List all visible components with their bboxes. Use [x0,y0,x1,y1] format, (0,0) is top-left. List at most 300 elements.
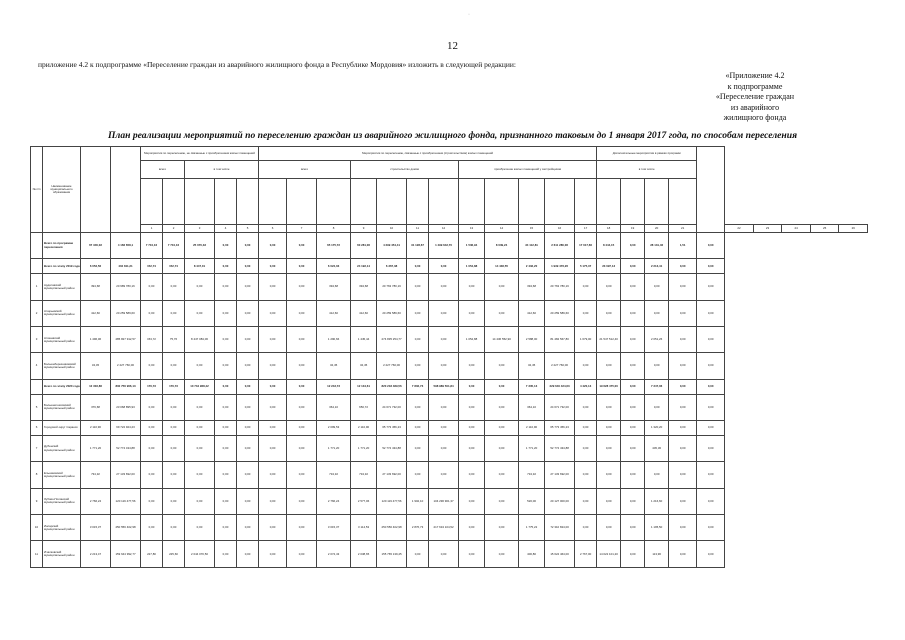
row-value: 0,00 [237,300,259,326]
column-number: 22 [725,225,754,233]
table-row [31,515,868,541]
row-value: 734,32 [317,462,351,488]
row-value: 274 835 254,77 [377,327,407,353]
row-value: 225,60 [163,541,185,568]
row-value: 0,00 [429,541,459,568]
row-mo-name: Городской округ Саранск [43,421,81,436]
row-value: 4 420,13 [575,379,597,394]
column-number: 17 [575,225,597,233]
row-value: 152,74 [141,259,163,274]
row-value: 0,00 [215,421,237,436]
row-value: 1,51 [669,233,697,259]
row-value: 0,00 [697,421,725,436]
row-mo-name: Атюрьевский муниципальный район [43,300,81,326]
row-value: 0,00 [185,436,215,462]
row-value: 0,00 [237,421,259,436]
row-value: 0,00 [259,421,287,436]
row-value: 6 024,03 [317,259,351,274]
row-value: 3 015,37 [317,515,351,541]
row-value: 20 989 780,16 [111,274,141,300]
row-value: 34 112,81 [519,233,545,259]
row-value: 24 192,14 [351,259,377,274]
row-value: 0,00 [237,274,259,300]
row-value: 1 771,20 [351,436,377,462]
row-value: 0,00 [697,233,725,259]
subheader-cell [575,179,597,225]
row-value: 0,00 [259,233,287,259]
row-value: 75,76 [163,327,185,353]
row-value: 0,00 [287,541,317,568]
row-value: 0,00 [215,379,237,394]
row-value: 0,00 [185,394,215,420]
row-value: 394,68 [81,274,111,300]
row-value: 0,00 [645,300,669,326]
row-value: 0,00 [645,394,669,420]
row-value: 0,00 [575,515,597,541]
row-value: 2 038,65 [351,541,377,568]
row-value: 0,00 [429,274,459,300]
table-row [31,421,868,436]
row-value: 0,00 [621,379,645,394]
row-value: 0,00 [237,394,259,420]
row-value: 0,00 [237,259,259,274]
row-value: 0,00 [215,394,237,420]
row-value: 404 811,21 [111,259,141,274]
row-value: 0,00 [669,300,697,326]
row-value: 0,00 [163,421,185,436]
row-value: 394,68 [351,274,377,300]
row-value: 250 556 402,98 [111,515,141,541]
row-value: 0,00 [597,488,621,514]
row-value: 10 734 968,42 [185,379,215,394]
row-value: 412,60 [317,300,351,326]
row-value: 0,00 [621,515,645,541]
column-number: 1 [141,225,163,233]
row-value: 2 074,43 [317,541,351,568]
row-value: 0,00 [669,327,697,353]
row-value: 0,00 [669,379,697,394]
row-value: 598 989 501,84 [429,379,459,394]
row-value: 1 771,20 [519,436,545,462]
row-value: 0,00 [621,233,645,259]
row-value: 0,00 [237,233,259,259]
row-mo-name: Зубово-Полянский муниципальный район [43,488,81,514]
row-value: 65 773 456,23 [377,421,407,436]
table-colnum-row [31,225,868,233]
row-value: 227,80 [141,541,163,568]
table-row [31,259,868,274]
row-value: 0,00 [287,488,317,514]
row-value: 0,00 [597,274,621,300]
row-value: 0,00 [459,274,485,300]
subheader-cell [287,179,317,225]
row-value: 67 346,02 [81,233,111,259]
row-value: 1 902,10 [407,488,429,514]
subheader-cell [237,179,259,225]
page-number: 12 [447,40,458,52]
row-mo-name: Ардатовский муниципальный район [43,274,81,300]
row-mo-name: Всего по программе переселения [43,233,81,259]
row-value: 1 496,06 [81,327,111,353]
row-value: 20 127 000,00 [545,488,575,514]
row-number [31,233,43,259]
row-value: 0,00 [485,421,519,436]
row-value: 1 771,20 [81,436,111,462]
row-value: 0,00 [185,300,215,326]
row-value: 2 227 760,00 [111,353,141,379]
row-value: 0,00 [287,274,317,300]
row-value: 21 547 512,40 [597,327,621,353]
row-value: 285 827 912,57 [111,327,141,353]
header-vtch-a: в том числе [185,161,259,179]
row-value: 0,00 [669,541,697,568]
header-priobr: приобретение жилых помещений у застройщиков [459,161,597,179]
row-value: 120 119 477,56 [111,488,141,514]
column-number: 20 [645,225,669,233]
row-value: 0,00 [185,462,215,488]
header-num: № п/п [31,147,43,233]
intro-text: приложение 4.2 к подпрограмме «Переселение граждан из аварийного жилищного фонда в Республике Мордовия» изложить в следующей редакции: [38,60,517,69]
table-row [31,394,868,420]
row-value: 734,32 [351,462,377,488]
row-value: 27 133 692,00 [111,462,141,488]
row-mo-name: Дубенский муниципальный район [43,436,81,462]
column-number: 14 [485,225,519,233]
row-value: 0,00 [163,462,185,488]
row-value: 0,00 [485,541,519,568]
row-value: 2 767,00 [575,541,597,568]
row-number [31,259,43,274]
row-value: 72 310 824,00 [545,515,575,541]
subheader-cell [597,179,621,225]
plan-title: План реализации мероприятий по переселению граждан из аварийного жилищного фонда, признанного таковым до 1 января 2017 года, по способам переселения [107,130,798,141]
row-value: 2 051,26 [645,327,669,353]
row-value: 0,00 [669,515,697,541]
row-value: 0,00 [141,394,163,420]
row-value: 820 218 489,56 [377,379,407,394]
row-value: 0,00 [485,436,519,462]
row-value: 24 671 732,00 [377,394,407,420]
row-value: 0,00 [575,436,597,462]
row-value: 0,00 [259,274,287,300]
column-number: 16 [545,225,575,233]
row-value: 0,00 [185,421,215,436]
row-value: 0,00 [697,379,725,394]
row-mo-name: Инсарский муниципальный район [43,515,81,541]
row-value: 520,00 [519,488,545,514]
subheader-cell [459,179,485,225]
column-number: 13 [459,225,485,233]
row-value: 6 367,38 [377,259,407,274]
row-value: 0,00 [669,394,697,420]
header-group-b: Мероприятия по переселению, связанные с приобретением (строительством) жилых помещений [259,147,597,161]
row-value: 27 133 692,00 [545,462,575,488]
plan-table [30,146,868,568]
row-value: 0,00 [407,259,429,274]
column-number: 7 [287,225,317,233]
row-value: 0,00 [621,300,645,326]
row-value: 0,00 [485,274,519,300]
table-row [31,353,868,379]
row-value: 0,00 [287,515,317,541]
row-mo-name: Большеберезниковский муниципальный район [43,353,81,379]
row-value: 0,00 [287,259,317,274]
row-value: 0,00 [141,488,163,514]
row-value: 394,68 [519,274,545,300]
row-value: 0,00 [163,394,185,420]
row-value: 394,68 [317,274,351,300]
row-value: 23 097,13 [597,259,621,274]
subheader-cell [317,179,351,225]
row-value: 0,00 [215,233,237,259]
row-value: 23 068 895,93 [111,394,141,420]
row-value: 52 774 434,88 [111,436,141,462]
row-value: 159 644 992,77 [111,541,141,568]
appendix-note-line: из аварийного [730,102,780,112]
row-number: 11 [31,541,43,568]
row-value: 0,00 [575,394,597,420]
row-value: 0,00 [429,462,459,488]
table-header-row [31,161,868,179]
row-value: 0,00 [669,259,697,274]
row-value: 364,10 [317,394,351,420]
row-value: 400,80 [519,541,545,568]
column-number: 3 [185,225,215,233]
header-vsego-b: всего [259,161,351,179]
row-value: 20 259 589,60 [545,300,575,326]
row-value: 0,00 [429,421,459,436]
row-value: 0,00 [597,515,621,541]
row-value: 0,00 [407,541,429,568]
row-value: 0,00 [259,515,287,541]
row-number: 5 [31,394,43,420]
row-value: 12 243,73 [317,379,351,394]
row-value: 0,00 [237,379,259,394]
row-value: 229 640 424,63 [545,379,575,394]
row-value: 34,45 [317,353,351,379]
table-row [31,488,868,514]
row-value: 28 131,46 [645,233,669,259]
table-header-row [31,179,868,225]
row-value: 0,00 [697,259,725,274]
row-value: 7 802,73 [407,379,429,394]
row-value: 0,00 [215,353,237,379]
row-value: 0,00 [429,436,459,462]
row-value: 0,00 [287,379,317,394]
row-value: 0,00 [237,541,259,568]
table-row [31,274,868,300]
row-value: 2 227 760,00 [377,353,407,379]
row-value: 0,00 [575,353,597,379]
row-value: 0,00 [621,488,645,514]
row-value: 0,00 [215,327,237,353]
row-value: 31 128,67 [407,233,429,259]
row-value: 104 296 901,37 [429,488,459,514]
row-value: 153,72 [141,327,163,353]
row-value: 0,00 [407,327,429,353]
row-value: 250 556 402,98 [377,515,407,541]
row-value: 0,00 [697,515,725,541]
row-value: 20 259 589,60 [377,300,407,326]
column-number: 2 [163,225,185,233]
row-value: 0,00 [669,462,697,488]
table-row [31,233,868,259]
row-value: 0,00 [287,394,317,420]
row-value: 0,00 [485,462,519,488]
row-value: 0,00 [621,353,645,379]
appendix-note [700,71,810,124]
row-value: 0,00 [645,274,669,300]
row-value: 0,00 [621,394,645,420]
row-value: 27 133 692,00 [377,462,407,488]
row-value: 0,00 [697,327,725,353]
row-number: 4 [31,353,43,379]
row-value: 0,00 [429,300,459,326]
subheader-cell [669,179,697,225]
column-number: 11 [407,225,429,233]
row-value: 0,00 [459,541,485,568]
row-value: 113,96 [645,541,669,568]
row-value: 60 281,06 [351,233,377,259]
row-number: 7 [31,436,43,462]
row-value: 0,00 [163,515,185,541]
row-value: 176,73 [141,379,163,394]
row-value: 0,00 [429,259,459,274]
row-value: 0,00 [697,353,725,379]
row-value: 34,45 [81,353,111,379]
row-value: 0,00 [287,436,317,462]
row-value: 3 114,53 [351,515,377,541]
row-value: 120 119 477,56 [377,488,407,514]
row-value: 0,00 [141,515,163,541]
column-number: 15 [519,225,545,233]
row-value: 0,00 [575,300,597,326]
appendix-note-line: к подпрограмме [727,81,783,91]
row-value: 0,00 [259,259,287,274]
row-value: 0,00 [485,394,519,420]
row-value: 1 775,22 [519,515,545,541]
row-mo-name: Атяшевский муниципальный район [43,327,81,353]
row-value: 445,30 [645,436,669,462]
row-mo-name: Ичалковский муниципальный район [43,541,81,568]
row-value: 0,00 [259,462,287,488]
subheader-cell [519,179,545,225]
row-value: 0,00 [669,421,697,436]
row-value: 2 588,00 [519,327,545,353]
row-value: 0,00 [163,436,185,462]
row-value: 0,00 [697,488,725,514]
row-value: 0,00 [485,515,519,541]
row-value: 0,00 [459,353,485,379]
row-value: 7 710,16 [141,233,163,259]
row-value: 1 771,20 [317,436,351,462]
subheader-cell [407,179,429,225]
appendix-note-line: «Переселение граждан [715,92,795,101]
row-value: 65 773 456,23 [545,421,575,436]
row-value: 0,00 [163,274,185,300]
row-value: 1 216,60 [645,488,669,514]
row-value: 152,74 [163,259,185,274]
row-value: 0,00 [597,462,621,488]
row-value: 65 175,72 [317,233,351,259]
column-number: 26 [839,225,868,233]
row-value: 4 166 658,1 [111,233,141,259]
row-value: 412,60 [351,300,377,326]
row-value: 0,00 [597,421,621,436]
row-value: 0,00 [185,353,215,379]
table-row [31,541,868,568]
row-value: 19 628 475,00 [597,379,621,394]
row-mo-name: Большеигнатовский муниципальный район [43,394,81,420]
row-value: 1 195,50 [645,515,669,541]
row-value: 34,45 [351,353,377,379]
row-value: 0,00 [621,274,645,300]
row-value: 6 052,56 [81,259,111,274]
row-value: 0,00 [215,436,237,462]
row-value: 0,00 [185,274,215,300]
subheader-cell [377,179,407,225]
row-value: 0,00 [141,300,163,326]
column-number: 9 [351,225,377,233]
row-value: 412,60 [81,300,111,326]
row-value: 0,00 [185,515,215,541]
row-value: 0,00 [141,274,163,300]
subheader-cell [645,179,669,225]
row-value: 0,00 [669,488,697,514]
row-value: 2 766,24 [317,488,351,514]
row-number: 2 [31,300,43,326]
row-number [31,379,43,394]
row-value: 0,00 [407,394,429,420]
row-value: 0,00 [697,300,725,326]
table-row [31,327,868,353]
row-value: 217 634 104,52 [429,515,459,541]
row-value: 0,00 [697,436,725,462]
row-value: 2 044 070,50 [185,541,215,568]
column-number: 24 [782,225,811,233]
row-value: 17 017,66 [575,233,597,259]
row-value: 69 722 924,23 [111,421,141,436]
row-value: 734,32 [81,462,111,488]
row-value: 0,00 [697,541,725,568]
row-mo-name: Всего по этапу 2019 года [43,259,81,274]
row-value: 0,00 [407,421,429,436]
row-value: 14 436 552,90 [485,327,519,353]
row-value: 2 766,24 [81,488,111,514]
row-value: 0,00 [215,274,237,300]
row-value: 0,00 [141,436,163,462]
row-value: 0,00 [575,274,597,300]
row-value: 0,00 [459,421,485,436]
row-value: 8 444,15 [597,233,621,259]
row-value: 0,00 [597,300,621,326]
subheader-cell [351,179,377,225]
row-value: 0,00 [597,436,621,462]
row-value: 0,00 [259,394,287,420]
row-value: 7 347,06 [645,379,669,394]
appendix-note-line: «Приложение 4.2 [725,71,785,80]
row-value: 0,00 [141,421,163,436]
row-value: 4 299 454,41 [377,233,407,259]
row-value: 1 054,88 [459,327,485,353]
subheader-cell [141,179,163,225]
row-value: 2 227 760,00 [545,353,575,379]
row-value: 0,00 [259,436,287,462]
row-value: 0,00 [597,353,621,379]
row-value: 0,00 [459,488,485,514]
header-group-c: Дополнительные мероприятия в рамках программ [597,147,697,161]
header-area [81,147,111,233]
